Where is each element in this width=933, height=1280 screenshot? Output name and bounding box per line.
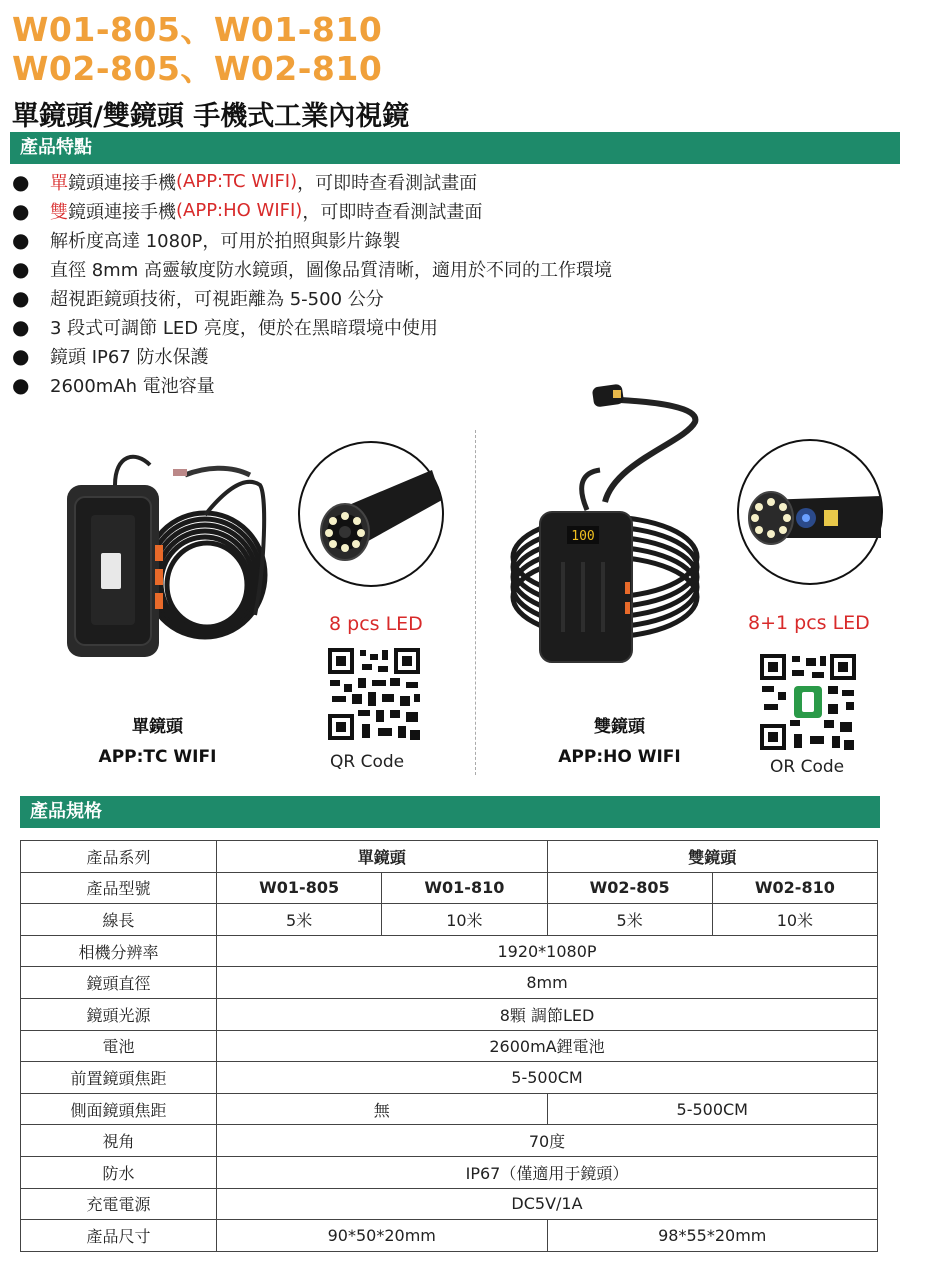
- bullet-icon: ●: [12, 198, 30, 223]
- features-list: [12, 167, 612, 399]
- table-row: 充電電源 DC5V/1A: [21, 1188, 878, 1220]
- table-row: 鏡頭光源 8顆 調節LED: [21, 998, 878, 1030]
- battery-display: 100: [571, 529, 595, 544]
- page-title: 單鏡頭/雙鏡頭 手機式工業內視鏡: [12, 101, 410, 132]
- feature-item: ● 2600mAh 電池容量: [12, 372, 215, 397]
- table-row: 前置鏡頭焦距 5-500CM: [21, 1062, 878, 1094]
- bullet-icon: ●: [12, 372, 30, 397]
- spec-section-header: 產品規格: [20, 796, 880, 828]
- dual-qr-code[interactable]: [760, 654, 856, 750]
- single-caption: [90, 712, 225, 772]
- table-row: 視角 70度: [21, 1125, 878, 1157]
- bullet-icon: ●: [12, 343, 30, 368]
- table-row: 防水 IP67（僅適用于鏡頭）: [21, 1156, 878, 1188]
- feature-item: ● 單 鏡頭連接手機 (APP:TC WIFI) ，可即時查看測試畫面: [12, 169, 478, 194]
- single-qr-label: QR Code: [330, 752, 405, 772]
- table-row: 線長 5米 10米 5米 10米: [21, 904, 878, 936]
- features-section-header: 產品特點: [10, 132, 900, 164]
- table-row: 側面鏡頭焦距 無 5-500CM: [21, 1093, 878, 1125]
- table-row: 產品型號 W01-805 W01-810 W02-805 W02-810: [21, 872, 878, 904]
- table-row: 產品尺寸 90*50*20mm 98*55*20mm: [21, 1220, 878, 1252]
- single-lens-endoscope-image: [55, 445, 275, 670]
- feature-item: ● 直徑 8mm 高靈敏度防水鏡頭，圖像品質清晰，適用於不同的工作環境: [12, 256, 612, 281]
- feature-item: ● 解析度高達 1080P，可用於拍照與影片錄製: [12, 227, 401, 252]
- feature-item: ● 3 段式可調節 LED 亮度，便於在黑暗環境中使用: [12, 314, 438, 339]
- models-line-2: W02-805、W02-810: [12, 49, 383, 88]
- dual-led-label: 8+1 pcs LED: [748, 612, 870, 634]
- single-lens-closeup-image: [297, 440, 445, 588]
- table-row: 相機分辨率 1920*1080P: [21, 935, 878, 967]
- dual-caption-app: APP:HO WIFI: [558, 747, 681, 767]
- bullet-icon: ●: [12, 227, 30, 252]
- bullet-icon: ●: [12, 285, 30, 310]
- dual-lens-closeup-image: [736, 438, 884, 586]
- table-row: 鏡頭直徑 8mm: [21, 967, 878, 999]
- feature-item: ● 雙 鏡頭連接手機 (APP:HO WIFI) ，可即時查看測試畫面: [12, 198, 483, 223]
- feature-item: ● 鏡頭 IP67 防水保護: [12, 343, 209, 368]
- table-row: 電池 2600mA鋰電池: [21, 1030, 878, 1062]
- product-divider: [475, 430, 476, 775]
- models-line-1: W01-805、W01-810: [12, 10, 383, 49]
- bullet-icon: ●: [12, 169, 30, 194]
- dual-caption: [552, 712, 687, 772]
- table-row: 產品系列 單鏡頭 雙鏡頭: [21, 841, 878, 873]
- single-led-label: 8 pcs LED: [329, 613, 423, 635]
- dual-lens-endoscope-image: [505, 382, 705, 667]
- bullet-icon: ●: [12, 256, 30, 281]
- single-caption-app: APP:TC WIFI: [98, 747, 217, 767]
- spec-table: [20, 840, 878, 1252]
- bullet-icon: ●: [12, 314, 30, 339]
- dual-caption-name: 雙鏡頭: [594, 717, 645, 737]
- feature-item: ● 超視距鏡頭技術，可視距離為 5-500 公分: [12, 285, 384, 310]
- dual-qr-label: OR Code: [770, 757, 845, 777]
- model-numbers: [12, 10, 382, 88]
- single-qr-code[interactable]: [328, 648, 420, 740]
- single-caption-name: 單鏡頭: [132, 717, 183, 737]
